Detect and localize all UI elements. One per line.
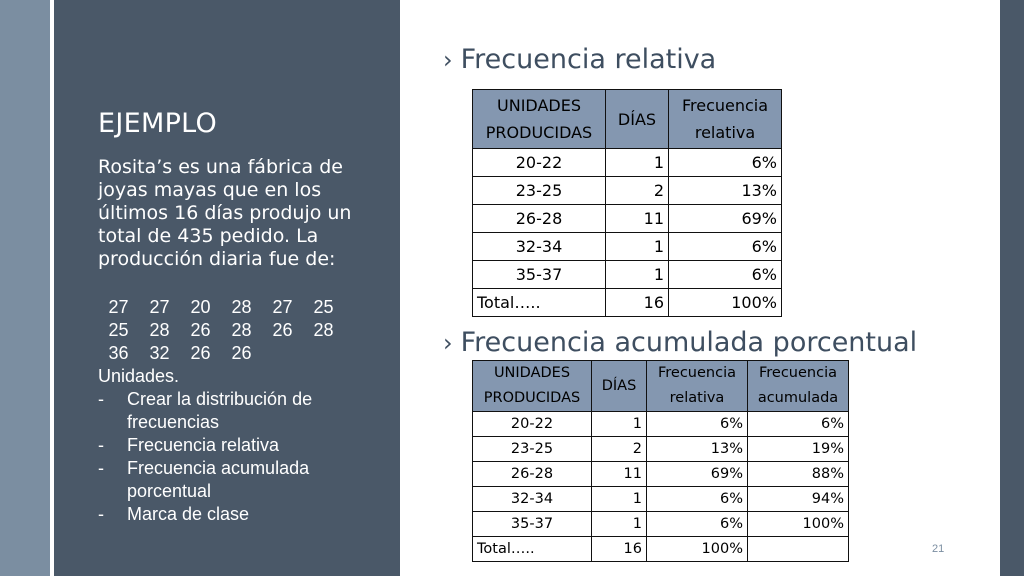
chevron-right-icon: › bbox=[443, 46, 453, 74]
table-cell: 13% bbox=[669, 177, 782, 205]
table-cell: 1 bbox=[606, 149, 669, 177]
table-row bbox=[473, 149, 782, 177]
table-header-row bbox=[473, 361, 849, 412]
right-decorative-strip bbox=[1000, 0, 1024, 576]
table-row bbox=[473, 177, 782, 205]
task-item bbox=[98, 503, 368, 526]
page-number: 21 bbox=[932, 543, 945, 555]
task-dash: - bbox=[98, 435, 104, 455]
table-cell bbox=[748, 537, 849, 562]
section-heading-cumulative bbox=[443, 327, 917, 358]
numbers-row bbox=[98, 296, 344, 319]
number-value: 20 bbox=[190, 297, 211, 317]
table-cell: 6% bbox=[647, 512, 748, 537]
column-header: UNIDADES PRODUCIDAS bbox=[473, 90, 606, 149]
table-row bbox=[473, 462, 849, 487]
number-value: 28 bbox=[231, 297, 252, 317]
table-cell: 100% bbox=[748, 512, 849, 537]
table-cell: 20-22 bbox=[473, 149, 606, 177]
number-value: 28 bbox=[149, 320, 170, 340]
table-row bbox=[473, 437, 849, 462]
table-cell: 13% bbox=[647, 437, 748, 462]
number-value: 27 bbox=[108, 297, 129, 317]
table-cell: 32-34 bbox=[473, 487, 592, 512]
number-value: 28 bbox=[313, 320, 334, 340]
number-value: 27 bbox=[149, 297, 170, 317]
numbers-row bbox=[98, 319, 344, 342]
table-cell: Total….. bbox=[473, 537, 592, 562]
table-row bbox=[473, 512, 849, 537]
table-cell: 32-34 bbox=[473, 233, 606, 261]
table-cell: 26-28 bbox=[473, 462, 592, 487]
task-item bbox=[98, 434, 368, 457]
chevron-right-icon: › bbox=[443, 329, 453, 357]
number-value: 27 bbox=[272, 297, 293, 317]
table-cell: 1 bbox=[592, 487, 647, 512]
number-value: 25 bbox=[108, 320, 129, 340]
column-header: DÍAS bbox=[592, 361, 647, 412]
table-cell: 6% bbox=[669, 233, 782, 261]
column-header: Frecuencia acumulada bbox=[748, 361, 849, 412]
table-cell: 16 bbox=[606, 289, 669, 317]
table-cell: 100% bbox=[647, 537, 748, 562]
column-header: UNIDADES PRODUCIDAS bbox=[473, 361, 592, 412]
table-total-row bbox=[473, 537, 849, 562]
table-cell: 6% bbox=[748, 412, 849, 437]
column-header: DÍAS bbox=[606, 90, 669, 149]
table-cell: 11 bbox=[592, 462, 647, 487]
task-item bbox=[98, 388, 368, 434]
table-cell: 35-37 bbox=[473, 261, 606, 289]
task-text: Frecuencia relativa bbox=[127, 435, 280, 455]
task-item bbox=[98, 457, 368, 503]
table-header-row bbox=[473, 90, 782, 149]
column-header: Frecuencia relativa bbox=[647, 361, 748, 412]
table-cell: 94% bbox=[748, 487, 849, 512]
units-label: Unidades. bbox=[98, 366, 180, 386]
table-cell: 20-22 bbox=[473, 412, 592, 437]
cumulative-frequency-table bbox=[472, 360, 849, 562]
number-value: 28 bbox=[231, 320, 252, 340]
number-value: 26 bbox=[272, 320, 293, 340]
table-row bbox=[473, 487, 849, 512]
table-cell: 2 bbox=[592, 437, 647, 462]
table-cell: 100% bbox=[669, 289, 782, 317]
production-numbers bbox=[98, 296, 344, 388]
table-row bbox=[473, 412, 849, 437]
table-cell: 6% bbox=[669, 261, 782, 289]
table-cell: 88% bbox=[748, 462, 849, 487]
table-cell: 23-25 bbox=[473, 177, 606, 205]
table-cell: 11 bbox=[606, 205, 669, 233]
heading-text: Frecuencia acumulada porcentual bbox=[460, 327, 918, 358]
intro-text: Rosita’s es una fábrica de joyas mayas que en los últimos 16 días produjo un total de 435 pedido. La producción diaria fue de: bbox=[98, 156, 352, 270]
number-value: 26 bbox=[190, 320, 211, 340]
table-cell: 6% bbox=[647, 487, 748, 512]
number-value: 32 bbox=[149, 343, 170, 363]
task-list bbox=[98, 388, 368, 526]
number-value: 26 bbox=[231, 343, 252, 363]
table-cell: 1 bbox=[606, 261, 669, 289]
task-dash: - bbox=[98, 389, 104, 409]
slide-title: EJEMPLO bbox=[98, 108, 218, 139]
heading-text: Frecuencia relativa bbox=[460, 44, 717, 75]
table-cell: 26-28 bbox=[473, 205, 606, 233]
left-decorative-strip bbox=[0, 0, 50, 576]
section-heading-relative bbox=[443, 44, 716, 75]
number-value: 26 bbox=[190, 343, 211, 363]
numbers-row bbox=[98, 342, 344, 365]
table-cell: 6% bbox=[647, 412, 748, 437]
table-cell: 2 bbox=[606, 177, 669, 205]
table-cell: 16 bbox=[592, 537, 647, 562]
table-cell: 1 bbox=[606, 233, 669, 261]
table-cell: 69% bbox=[669, 205, 782, 233]
task-text: Frecuencia acumulada porcentual bbox=[127, 458, 310, 501]
table-cell: Total….. bbox=[473, 289, 606, 317]
table-cell: 23-25 bbox=[473, 437, 592, 462]
table-cell: 19% bbox=[748, 437, 849, 462]
table-cell: 6% bbox=[669, 149, 782, 177]
relative-frequency-table bbox=[472, 89, 782, 317]
table-cell: 1 bbox=[592, 512, 647, 537]
task-text: Crear la distribución de frecuencias bbox=[127, 389, 313, 432]
task-dash: - bbox=[98, 504, 104, 524]
table-cell: 1 bbox=[592, 412, 647, 437]
number-value: 36 bbox=[108, 343, 129, 363]
column-header: Frecuencia relativa bbox=[669, 90, 782, 149]
task-text: Marca de clase bbox=[127, 504, 250, 524]
table-row bbox=[473, 261, 782, 289]
number-value: 25 bbox=[313, 297, 334, 317]
table-cell: 69% bbox=[647, 462, 748, 487]
table-row bbox=[473, 233, 782, 261]
task-dash: - bbox=[98, 458, 104, 478]
table-cell: 35-37 bbox=[473, 512, 592, 537]
table-row bbox=[473, 205, 782, 233]
table-total-row bbox=[473, 289, 782, 317]
